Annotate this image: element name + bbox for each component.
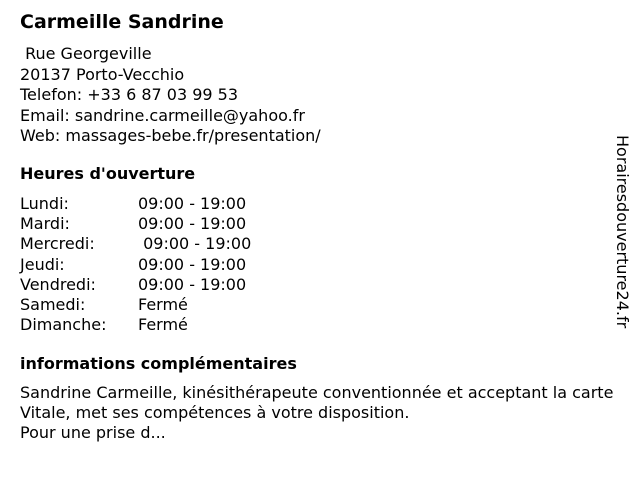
day-label: Vendredi: [20, 274, 96, 294]
hours-heading: Heures d'ouverture [20, 164, 196, 183]
day-label: Jeudi: [20, 254, 65, 274]
time-value: 09:00 - 19:00 [138, 194, 247, 213]
info-heading: informations complémentaires [20, 354, 297, 373]
time-value: Fermé [138, 315, 188, 335]
email-address: Email: sandrine.carmeille@yahoo.fr [20, 105, 305, 125]
info-description: Sandrine Carmeille, kinésithérapeute conventionnée et acceptant la carte Vitale, met ses compétences à votre disposition. [20, 383, 614, 422]
city-address: 20137 Porto-Vecchio [20, 64, 185, 84]
time-value: Fermé [138, 294, 188, 314]
business-name: Carmeille Sandrine [20, 11, 224, 33]
day-label: Dimanche: [20, 315, 107, 335]
time-value: 09:00 - 19:00 [138, 234, 252, 254]
hours-row [20, 255, 320, 275]
watermark-text: Horairesdouverture24.fr [613, 135, 632, 329]
street-address: Rue Georgeville [20, 44, 152, 63]
hours-row [20, 295, 320, 315]
hours-row [20, 214, 320, 234]
time-value: 09:00 - 19:00 [138, 254, 247, 274]
day-label: Mardi: [20, 214, 70, 234]
time-value: 09:00 - 19:00 [138, 274, 247, 294]
watermark [612, 135, 632, 345]
hours-row [20, 194, 320, 214]
hours-row [20, 275, 320, 295]
info-block [20, 383, 620, 443]
contact-block [20, 44, 321, 147]
hours-row [20, 234, 320, 254]
day-label: Samedi: [20, 294, 86, 314]
day-label: Mercredi: [20, 234, 95, 254]
day-label: Lundi: [20, 194, 69, 213]
website: Web: massages-bebe.fr/presentation/ [20, 126, 321, 145]
phone-number: Telefon: +33 6 87 03 99 53 [20, 85, 239, 104]
info-more: Pour une prise d... [20, 423, 166, 442]
opening-hours-table [20, 194, 320, 335]
time-value: 09:00 - 19:00 [138, 214, 247, 234]
hours-row [20, 315, 320, 335]
